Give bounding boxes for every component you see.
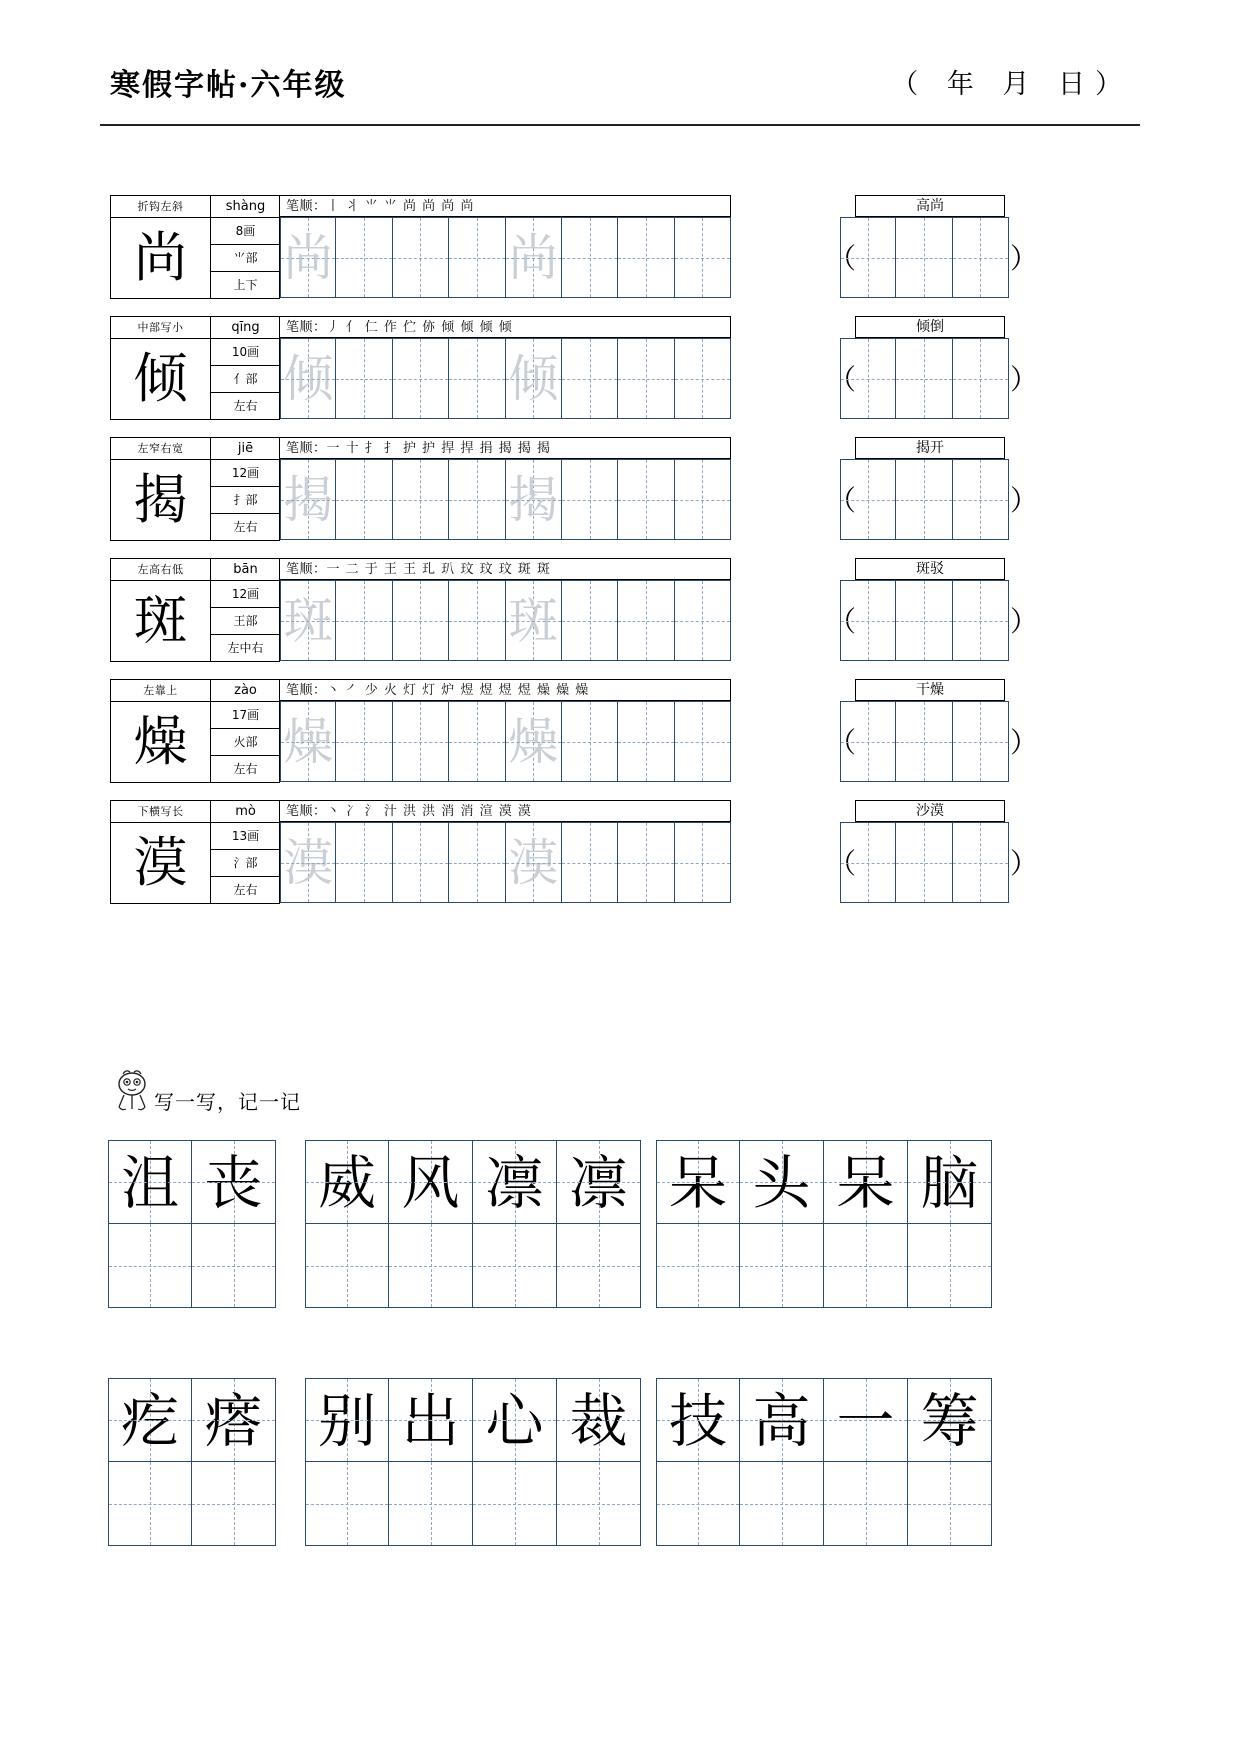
stroke-order-label: 笔顺： bbox=[286, 683, 327, 698]
paren-right: ） bbox=[1010, 726, 1039, 759]
word-cell[interactable] bbox=[953, 217, 1009, 298]
word-row-model bbox=[108, 1378, 276, 1462]
stroke-count: 17画 bbox=[211, 702, 280, 729]
word-model-cell bbox=[192, 1378, 276, 1462]
model-character: 斑 bbox=[111, 581, 211, 662]
word-practice-grid[interactable] bbox=[840, 580, 1009, 661]
word-blank-cell[interactable] bbox=[908, 1462, 992, 1546]
practice-cell[interactable] bbox=[506, 580, 562, 661]
practice-cell[interactable] bbox=[618, 822, 674, 903]
practice-cell[interactable] bbox=[562, 338, 618, 419]
stroke-order-label: 笔顺： bbox=[286, 804, 327, 819]
stroke-order-bar bbox=[280, 195, 731, 217]
paren-left: （ bbox=[828, 605, 857, 638]
ghost-character: 倾 bbox=[283, 350, 334, 408]
stroke-count: 10画 bbox=[211, 339, 280, 366]
practice-cell[interactable] bbox=[675, 580, 731, 661]
word-model-cell bbox=[108, 1378, 192, 1462]
model-character: 揭 bbox=[111, 460, 211, 541]
practice-row bbox=[110, 437, 1130, 541]
word-char: 头 bbox=[752, 1149, 811, 1217]
word-model-cell bbox=[908, 1378, 992, 1462]
stroke-order-sequence: 丶 ㇒ 少 火 灯 灯 炉 煜 煜 煜 煜 燥 燥 燥 bbox=[326, 683, 590, 698]
practice-row bbox=[110, 195, 1130, 299]
word-blank-cell[interactable] bbox=[557, 1462, 641, 1546]
practice-cell[interactable] bbox=[393, 701, 449, 782]
practice-cell[interactable] bbox=[393, 217, 449, 298]
word-blank-cell[interactable] bbox=[305, 1224, 389, 1308]
word-cell[interactable] bbox=[840, 338, 896, 419]
stroke-order-bar bbox=[280, 800, 731, 822]
practice-cell[interactable] bbox=[675, 822, 731, 903]
word-row-model bbox=[305, 1140, 641, 1224]
word-model-cell bbox=[473, 1378, 557, 1462]
structure: 左右 bbox=[233, 399, 258, 413]
word-char: 脑 bbox=[920, 1149, 979, 1217]
ghost-character: 斑 bbox=[508, 592, 559, 650]
pinyin: bān bbox=[211, 559, 280, 581]
word-cell[interactable] bbox=[896, 822, 952, 903]
ghost-character: 揭 bbox=[508, 471, 559, 529]
practice-cell[interactable] bbox=[280, 338, 336, 419]
word-cell[interactable] bbox=[896, 459, 952, 540]
practice-cell[interactable] bbox=[449, 701, 505, 782]
char-info-block bbox=[110, 679, 280, 783]
practice-cell[interactable] bbox=[618, 459, 674, 540]
practice-cell[interactable] bbox=[562, 822, 618, 903]
char-info-block bbox=[110, 558, 280, 662]
practice-cell[interactable] bbox=[336, 580, 392, 661]
stroke-order-bar bbox=[280, 558, 731, 580]
word-cell[interactable] bbox=[953, 459, 1009, 540]
practice-cell[interactable] bbox=[675, 338, 731, 419]
word-char: 筹 bbox=[920, 1387, 979, 1455]
ghost-character: 漠 bbox=[508, 834, 559, 892]
ghost-character: 斑 bbox=[283, 592, 334, 650]
practice-cell[interactable] bbox=[280, 822, 336, 903]
writing-tip: 左窄右宽 bbox=[111, 438, 211, 460]
word-char: 别 bbox=[317, 1387, 376, 1455]
practice-cell[interactable] bbox=[393, 459, 449, 540]
section2-heading bbox=[110, 1078, 610, 1122]
paren-left: （ bbox=[828, 242, 857, 275]
word-label: 倾倒 bbox=[855, 316, 1005, 338]
word-model-cell bbox=[740, 1378, 824, 1462]
practice-cell[interactable] bbox=[449, 580, 505, 661]
ghost-character: 倾 bbox=[508, 350, 559, 408]
practice-grid[interactable] bbox=[280, 822, 731, 903]
word-char: 心 bbox=[485, 1387, 544, 1455]
paren-right: ） bbox=[1010, 363, 1039, 396]
stroke-count: 12画 bbox=[211, 460, 280, 487]
word-model-cell bbox=[389, 1140, 473, 1224]
radical: 火部 bbox=[211, 729, 280, 756]
char-info-block bbox=[110, 316, 280, 420]
word-char: 呆 bbox=[668, 1149, 727, 1217]
word-char: 呆 bbox=[836, 1149, 895, 1217]
word-cell[interactable] bbox=[953, 338, 1009, 419]
word-model-cell bbox=[305, 1140, 389, 1224]
practice-cell[interactable] bbox=[449, 338, 505, 419]
word-row-blank[interactable] bbox=[108, 1224, 276, 1308]
word-cell[interactable] bbox=[840, 217, 896, 298]
word-row-blank[interactable] bbox=[305, 1224, 641, 1308]
word-model-cell bbox=[824, 1378, 908, 1462]
word-char: 出 bbox=[401, 1387, 460, 1455]
model-character: 燥 bbox=[111, 702, 211, 783]
word-group bbox=[305, 1140, 641, 1308]
word-char: 一 bbox=[836, 1387, 895, 1455]
word-blank-cell[interactable] bbox=[656, 1224, 740, 1308]
practice-cell[interactable] bbox=[336, 701, 392, 782]
word-char: 凛 bbox=[569, 1149, 628, 1217]
practice-grid[interactable] bbox=[280, 459, 731, 540]
stroke-order-bar bbox=[280, 316, 731, 338]
word-cell[interactable] bbox=[953, 580, 1009, 661]
word-row-blank[interactable] bbox=[305, 1462, 641, 1546]
practice-cell[interactable] bbox=[280, 459, 336, 540]
paren-right: ） bbox=[1010, 847, 1039, 880]
practice-cell[interactable] bbox=[618, 701, 674, 782]
word-cell[interactable] bbox=[840, 822, 896, 903]
word-model-cell bbox=[557, 1378, 641, 1462]
stroke-order-label: 笔顺： bbox=[286, 320, 327, 335]
word-practice-grid[interactable] bbox=[840, 701, 1009, 782]
word-cell[interactable] bbox=[896, 580, 952, 661]
word-cell[interactable] bbox=[896, 338, 952, 419]
practice-row bbox=[110, 558, 1130, 662]
word-practice-grid[interactable] bbox=[840, 822, 1009, 903]
word-char: 疙 bbox=[120, 1387, 179, 1455]
ghost-character: 尚 bbox=[508, 229, 559, 287]
char-info-block bbox=[110, 800, 280, 904]
word-blank-cell[interactable] bbox=[740, 1462, 824, 1546]
practice-cell[interactable] bbox=[336, 459, 392, 540]
cartoon-mascot-icon bbox=[110, 1068, 154, 1116]
word-model-cell bbox=[908, 1140, 992, 1224]
ghost-character: 燥 bbox=[283, 713, 334, 771]
practice-grid[interactable] bbox=[280, 580, 731, 661]
word-group bbox=[108, 1140, 276, 1308]
ghost-character: 燥 bbox=[508, 713, 559, 771]
practice-cell[interactable] bbox=[449, 822, 505, 903]
practice-cell[interactable] bbox=[506, 459, 562, 540]
stroke-order-sequence: 一 十 扌 扌 护 护 捍 捍 捐 揭 揭 揭 bbox=[326, 441, 551, 456]
paren-right: ） bbox=[1010, 605, 1039, 638]
practice-cell[interactable] bbox=[506, 338, 562, 419]
practice-cell[interactable] bbox=[618, 580, 674, 661]
practice-cell[interactable] bbox=[562, 580, 618, 661]
word-model-cell bbox=[656, 1378, 740, 1462]
stroke-count: 12画 bbox=[211, 581, 280, 608]
writing-tip: 下横写长 bbox=[111, 801, 211, 823]
word-char: 凛 bbox=[485, 1149, 544, 1217]
practice-cell[interactable] bbox=[449, 459, 505, 540]
word-model-cell bbox=[557, 1140, 641, 1224]
page-header bbox=[100, 52, 1140, 126]
word-blank-cell[interactable] bbox=[108, 1224, 192, 1308]
char-meta bbox=[211, 460, 280, 541]
char-meta bbox=[211, 339, 280, 420]
practice-cell[interactable] bbox=[562, 701, 618, 782]
word-label: 高尚 bbox=[855, 195, 1005, 217]
pinyin: mò bbox=[211, 801, 280, 823]
stroke-order-bar bbox=[280, 679, 731, 701]
word-char: 高 bbox=[752, 1387, 811, 1455]
practice-cell[interactable] bbox=[393, 580, 449, 661]
word-row-model bbox=[656, 1140, 992, 1224]
char-info-block bbox=[110, 195, 280, 299]
stroke-order-sequence: 一 二 于 王 王 玌 玐 玟 玟 玟 斑 斑 bbox=[326, 562, 551, 577]
stroke-count: 13画 bbox=[211, 823, 280, 850]
word-group bbox=[305, 1378, 641, 1546]
word-model-cell bbox=[656, 1140, 740, 1224]
word-cell[interactable] bbox=[896, 701, 952, 782]
stroke-order-label: 笔顺： bbox=[286, 562, 327, 577]
pinyin: jiē bbox=[211, 438, 280, 460]
writing-tip: 左靠上 bbox=[111, 680, 211, 702]
word-practice-grid[interactable] bbox=[840, 217, 1009, 298]
practice-cell[interactable] bbox=[675, 459, 731, 540]
practice-cell[interactable] bbox=[280, 701, 336, 782]
word-blank-cell[interactable] bbox=[740, 1224, 824, 1308]
date-blank: （ 年 月 日） bbox=[891, 69, 1132, 100]
word-model-cell bbox=[305, 1378, 389, 1462]
word-label: 斑驳 bbox=[855, 558, 1005, 580]
section2-title: 写一写，记一记 bbox=[154, 1090, 301, 1114]
practice-cell[interactable] bbox=[618, 217, 674, 298]
word-char: 瘩 bbox=[204, 1387, 263, 1455]
word-cell[interactable] bbox=[896, 217, 952, 298]
word-model-cell bbox=[824, 1140, 908, 1224]
practice-cell[interactable] bbox=[336, 217, 392, 298]
practice-cell[interactable] bbox=[675, 217, 731, 298]
char-meta bbox=[211, 823, 280, 904]
char-info-block bbox=[110, 437, 280, 541]
word-blank-cell[interactable] bbox=[108, 1462, 192, 1546]
char-meta bbox=[211, 702, 280, 783]
practice-cell[interactable] bbox=[280, 580, 336, 661]
practice-cell[interactable] bbox=[336, 338, 392, 419]
radical: 亻部 bbox=[211, 366, 280, 393]
word-group bbox=[108, 1378, 276, 1546]
word-row-model bbox=[305, 1378, 641, 1462]
word-group bbox=[656, 1378, 992, 1546]
radical: 王部 bbox=[211, 608, 280, 635]
word-blank-cell[interactable] bbox=[557, 1224, 641, 1308]
paren-left: （ bbox=[828, 726, 857, 759]
practice-cell[interactable] bbox=[562, 217, 618, 298]
practice-row bbox=[110, 679, 1130, 783]
word-model-cell bbox=[473, 1140, 557, 1224]
practice-grid[interactable] bbox=[280, 701, 731, 782]
word-model-cell bbox=[389, 1378, 473, 1462]
paren-left: （ bbox=[828, 363, 857, 396]
practice-cell[interactable] bbox=[506, 217, 562, 298]
word-blank-cell[interactable] bbox=[824, 1224, 908, 1308]
word-blank-cell[interactable] bbox=[473, 1462, 557, 1546]
word-row-blank[interactable] bbox=[108, 1462, 276, 1546]
word-char: 技 bbox=[668, 1387, 727, 1455]
word-row-blank[interactable] bbox=[656, 1224, 992, 1308]
word-model-cell bbox=[108, 1140, 192, 1224]
practice-grid[interactable] bbox=[280, 338, 731, 419]
radical: ⺌部 bbox=[211, 245, 280, 272]
model-character: 尚 bbox=[111, 218, 211, 299]
structure: 左右 bbox=[233, 520, 258, 534]
word-blank-cell[interactable] bbox=[389, 1224, 473, 1308]
practice-cell[interactable] bbox=[618, 338, 674, 419]
page-title: 寒假字帖·六年级 bbox=[110, 68, 347, 103]
word-label: 沙漠 bbox=[855, 800, 1005, 822]
stroke-order-label: 笔顺： bbox=[286, 199, 327, 214]
word-label: 揭开 bbox=[855, 437, 1005, 459]
practice-row bbox=[110, 800, 1130, 904]
word-model-cell bbox=[192, 1140, 276, 1224]
word-blank-cell[interactable] bbox=[192, 1462, 276, 1546]
word-practice-grid[interactable] bbox=[840, 338, 1009, 419]
writing-tip: 左高右低 bbox=[111, 559, 211, 581]
ghost-character: 漠 bbox=[283, 834, 334, 892]
char-meta bbox=[211, 218, 280, 299]
word-cell[interactable] bbox=[953, 822, 1009, 903]
practice-cell[interactable] bbox=[336, 822, 392, 903]
stroke-order-bar bbox=[280, 437, 731, 459]
word-model-cell bbox=[740, 1140, 824, 1224]
stroke-order-sequence: 丨 丬 ⺌ ⺌ 尚 尚 尚 尚 bbox=[326, 199, 475, 214]
structure: 左右 bbox=[233, 762, 258, 776]
word-row-model bbox=[656, 1378, 992, 1462]
word-blank-cell[interactable] bbox=[908, 1224, 992, 1308]
stroke-order-label: 笔顺： bbox=[286, 441, 327, 456]
writing-tip: 中部写小 bbox=[111, 317, 211, 339]
radical: 氵部 bbox=[211, 850, 280, 877]
paren-left: （ bbox=[828, 484, 857, 517]
word-practice-grid[interactable] bbox=[840, 459, 1009, 540]
word-row-blank[interactable] bbox=[656, 1462, 992, 1546]
word-char: 威 bbox=[317, 1149, 376, 1217]
word-char: 风 bbox=[401, 1149, 460, 1217]
practice-cell[interactable] bbox=[506, 701, 562, 782]
word-blank-cell[interactable] bbox=[824, 1462, 908, 1546]
word-blank-cell[interactable] bbox=[656, 1462, 740, 1546]
word-row-model bbox=[108, 1140, 276, 1224]
model-character: 倾 bbox=[111, 339, 211, 420]
writing-tip: 折钩左斜 bbox=[111, 196, 211, 218]
word-cell[interactable] bbox=[840, 701, 896, 782]
word-char: 沮 bbox=[120, 1149, 179, 1217]
practice-cell[interactable] bbox=[562, 459, 618, 540]
ghost-character: 尚 bbox=[283, 229, 334, 287]
radical: 扌部 bbox=[211, 487, 280, 514]
paren-left: （ bbox=[828, 847, 857, 880]
model-character: 漠 bbox=[111, 823, 211, 904]
stroke-count: 8画 bbox=[211, 218, 280, 245]
practice-cell[interactable] bbox=[675, 701, 731, 782]
paren-right: ） bbox=[1010, 242, 1039, 275]
word-cell[interactable] bbox=[840, 580, 896, 661]
practice-cell[interactable] bbox=[506, 822, 562, 903]
word-blank-cell[interactable] bbox=[473, 1224, 557, 1308]
practice-sheet bbox=[110, 195, 1130, 921]
pinyin: shàng bbox=[211, 196, 280, 218]
structure: 上下 bbox=[233, 278, 258, 292]
word-cell[interactable] bbox=[953, 701, 1009, 782]
word-label: 干燥 bbox=[855, 679, 1005, 701]
word-char: 裁 bbox=[569, 1387, 628, 1455]
word-char: 丧 bbox=[204, 1149, 263, 1217]
word-blank-cell[interactable] bbox=[389, 1462, 473, 1546]
stroke-order-sequence: 丶 冫 氵 汁 洪 洪 消 消 渲 漠 漠 bbox=[326, 804, 532, 819]
practice-cell[interactable] bbox=[449, 217, 505, 298]
word-cell[interactable] bbox=[840, 459, 896, 540]
structure: 左中右 bbox=[227, 641, 264, 655]
practice-cell[interactable] bbox=[393, 822, 449, 903]
word-group bbox=[656, 1140, 992, 1308]
practice-row bbox=[110, 316, 1130, 420]
char-meta bbox=[211, 581, 280, 662]
paren-right: ） bbox=[1010, 484, 1039, 517]
pinyin: qīng bbox=[211, 317, 280, 339]
practice-grid[interactable] bbox=[280, 217, 731, 298]
word-blank-cell[interactable] bbox=[192, 1224, 276, 1308]
word-blank-cell[interactable] bbox=[305, 1462, 389, 1546]
practice-cell[interactable] bbox=[280, 217, 336, 298]
pinyin: zào bbox=[211, 680, 280, 702]
stroke-order-sequence: 丿 亻 仁 作 伫 㑊 倾 倾 倾 倾 bbox=[326, 320, 513, 335]
structure: 左右 bbox=[233, 883, 258, 897]
practice-cell[interactable] bbox=[393, 338, 449, 419]
ghost-character: 揭 bbox=[283, 471, 334, 529]
